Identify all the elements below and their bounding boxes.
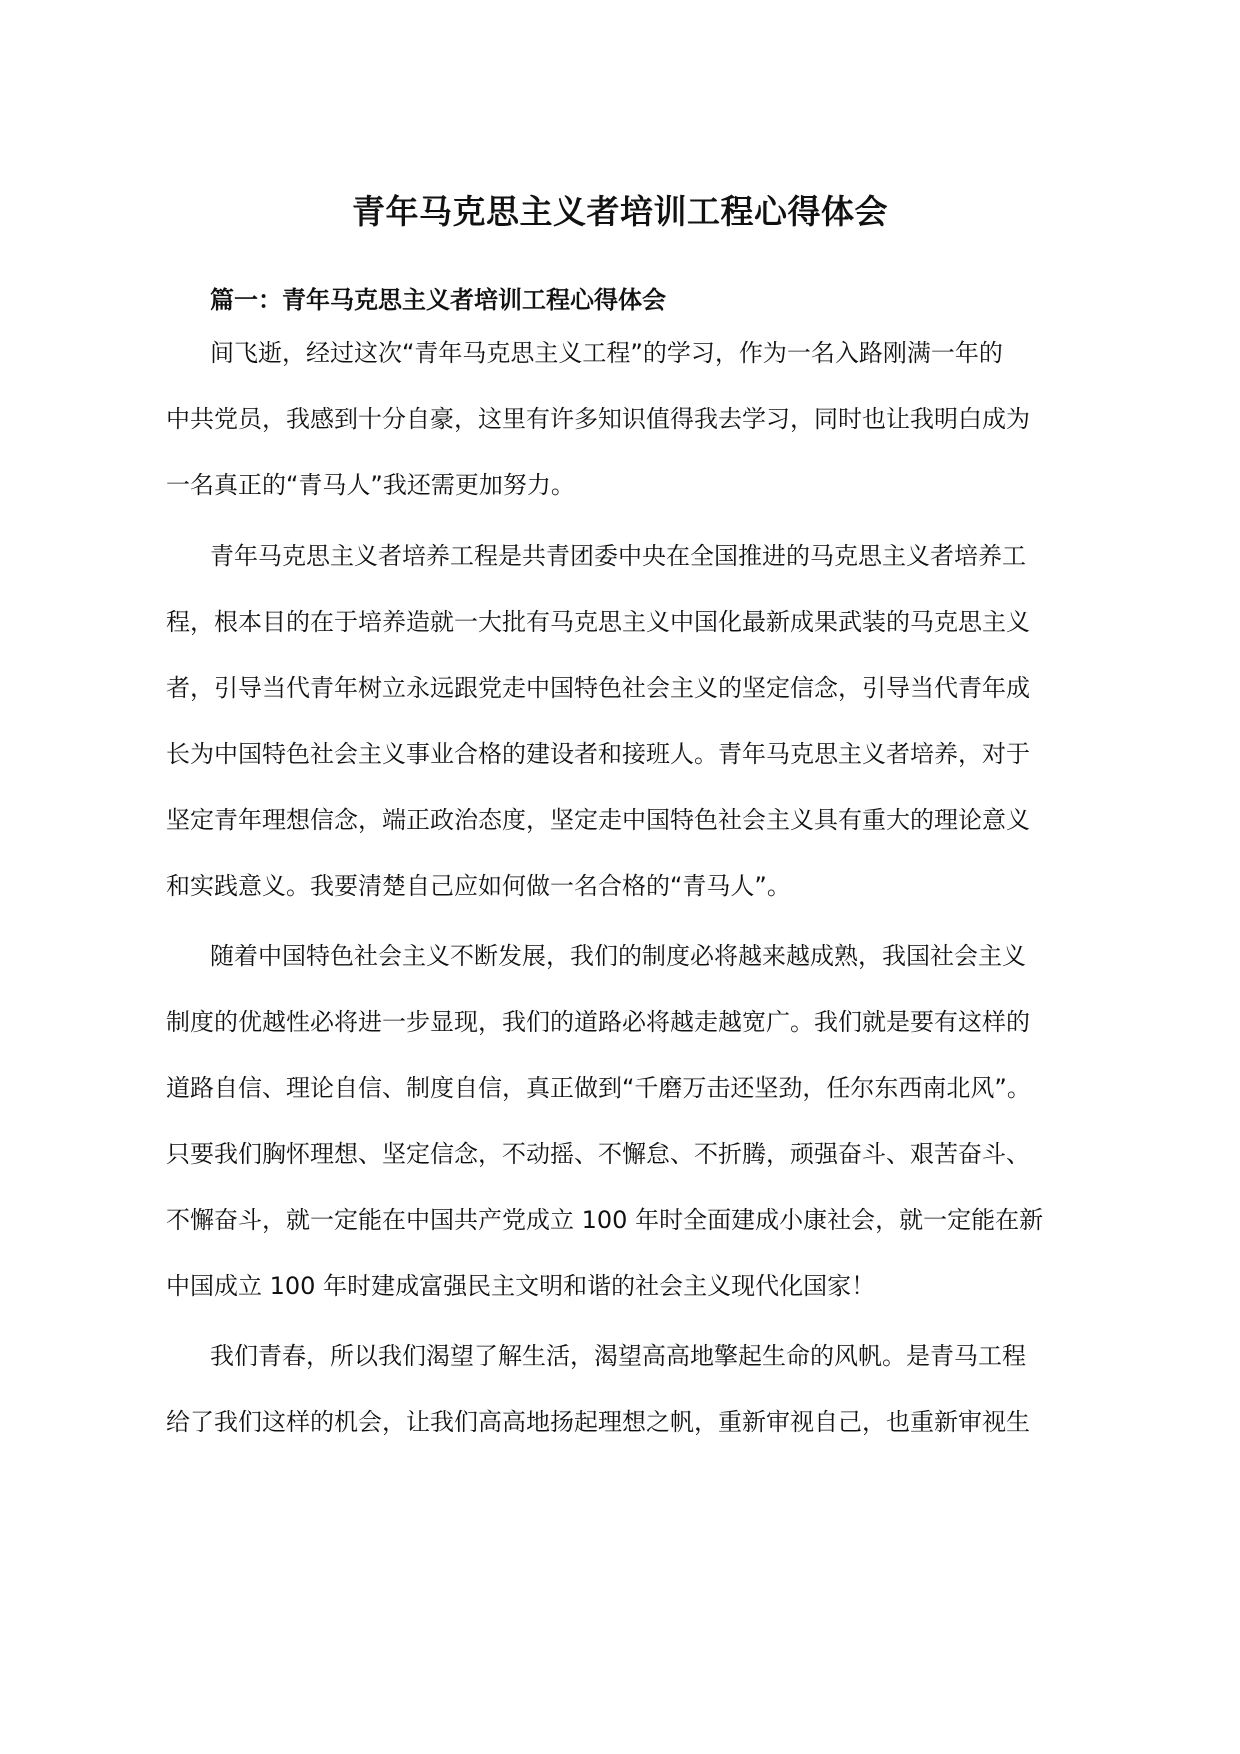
paragraph-line: 者，引导当代青年树立永远跟党走中国特色社会主义的坚定信念，引导当代青年成 [166, 674, 1030, 702]
paragraph-line: 给了我们这样的机会，让我们高高地扬起理想之帆，重新审视自己，也重新审视生 [166, 1408, 1030, 1436]
paragraph-4 [166, 1340, 1076, 1439]
paragraph-line: 中国成立 100 年时建成富强民主文明和谐的社会主义现代化国家！ [166, 1272, 876, 1300]
document-title: 青年马克思主义者培训工程心得体会 [352, 192, 888, 231]
paragraph-line: 制度的优越性必将进一步显现，我们的道路必将越走越宽广。我们就是要有这样的 [166, 1008, 1030, 1036]
paragraph-line: 坚定青年理想信念，端正政治态度，坚定走中国特色社会主义具有重大的理论意义 [166, 806, 1030, 834]
paragraph-line: 青年马克思主义者培养工程是共青团委中央在全国推进的马克思主义者培养工 [210, 542, 1026, 570]
paragraph-1 [166, 337, 1076, 502]
paragraph-line: 不懈奋斗，就一定能在中国共产党成立 100 年时全面建成小康社会，就一定能在新 [166, 1206, 1044, 1234]
paragraph-line: 程，根本目的在于培养造就一大批有马克思主义中国化最新成果武装的马克思主义 [166, 608, 1030, 636]
section-heading: 篇一：青年马克思主义者培训工程心得体会 [210, 286, 666, 314]
paragraph-line: 我们青春，所以我们渴望了解生活，渴望高高地擎起生命的风帆。是青马工程 [210, 1342, 1026, 1370]
paragraph-line: 中共党员，我感到十分自豪，这里有许多知识值得我去学习，同时也让我明白成为 [166, 405, 1030, 433]
paragraph-2 [166, 540, 1076, 903]
paragraph-line: 只要我们胸怀理想、坚定信念，不动摇、不懈怠、不折腾，顽强奋斗、艰苦奋斗、 [166, 1140, 1030, 1168]
paragraph-line: 间飞逝，经过这次“青年马克思主义工程”的学习，作为一名入路刚满一年的 [210, 339, 1003, 367]
paragraph-line: 和实践意义。我要清楚自己应如何做一名合格的“青马人”。 [166, 872, 791, 900]
paragraph-line: 随着中国特色社会主义不断发展，我们的制度必将越来越成熟，我国社会主义 [210, 942, 1026, 970]
paragraph-3 [166, 940, 1076, 1303]
paragraph-line: 长为中国特色社会主义事业合格的建设者和接班人。青年马克思主义者培养，对于 [166, 740, 1030, 768]
paragraph-line: 一名真正的“青马人”我还需更加努力。 [166, 471, 575, 499]
paragraph-line: 道路自信、理论自信、制度自信，真正做到“千磨万击还坚劲，任尔东西南北风”。 [166, 1074, 1031, 1102]
